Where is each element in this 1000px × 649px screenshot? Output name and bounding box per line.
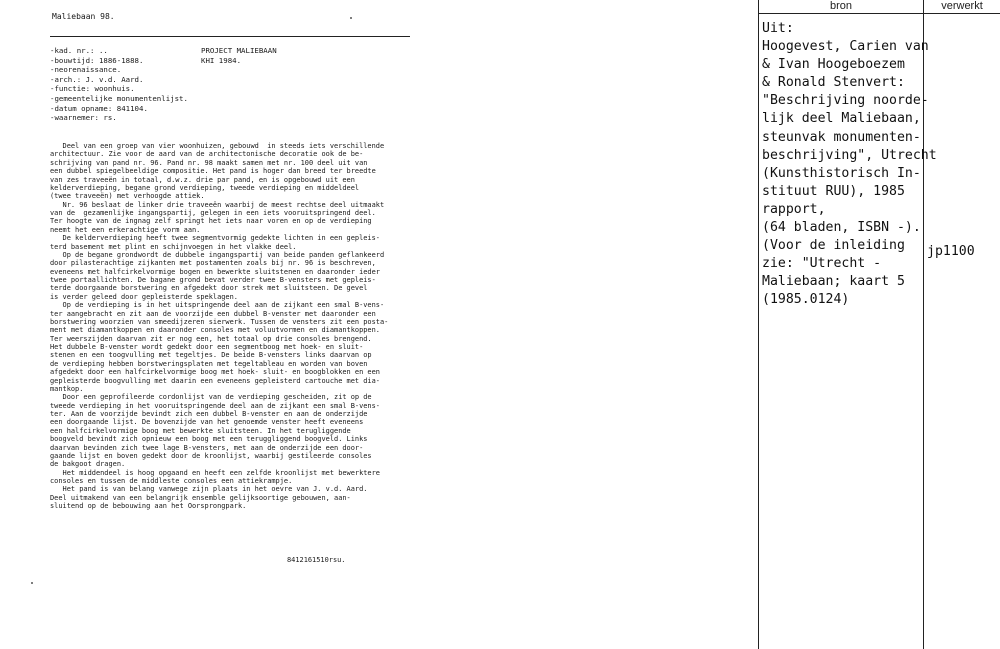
panel-divider-left xyxy=(758,0,759,649)
bron-line: (Voor de inleiding xyxy=(762,238,905,254)
body-line: gepleisterde boogvulling met daarin een eveneens gepleisterd cartouche met dia- xyxy=(50,376,380,385)
meta-line: -arch.: J. v.d. Aard. xyxy=(50,74,144,84)
body-line: Nr. 96 beslaat de linker drie traveeën waarbij de meest rechtse deel uitmaakt xyxy=(50,200,385,209)
body-line: sluitend op de bebouwing aan het Oorsprongpark. xyxy=(50,502,247,511)
body-line: Op de begane grondwordt de dubbele ingangspartij van beide panden geflankeerd xyxy=(50,250,385,259)
meta-line: -bouwtijd: 1886-1888. xyxy=(50,55,144,65)
description-body xyxy=(50,142,420,511)
bron-line: lijk deel Maliebaan, xyxy=(762,111,921,127)
bron-line: beschrijving", Utrecht xyxy=(762,147,937,163)
bron-line: "Beschrijving noorde- xyxy=(762,93,929,109)
body-line: Het middendeel is hoog opgaand en heeft een zelfde kroonlijst met bewerktere xyxy=(50,468,380,477)
body-line: De kelderverdieping heeft twee segmentvormig gedekte lichten in een gepleis- xyxy=(50,234,380,243)
project-line: PROJECT MALIEBAAN xyxy=(201,46,277,55)
body-line: Het pand is van belang vanwege zijn plaats in het oevre van J. v.d. Aard. xyxy=(50,485,368,494)
bron-line: steunvak monumenten- xyxy=(762,129,921,145)
body-line: Ter weerszijden daarvan zit er nog een, het totaal op drie consoles brengend. xyxy=(50,334,372,343)
body-line: ter. Aan de voorzijde bevindt zich een dubbel B-venster en aan de onderzijde xyxy=(50,410,368,418)
bron-line: rapport, xyxy=(762,201,826,217)
body-line: van zes traveeën in totaal, d.w.z. drie par pand, en is opgebouwd uit een xyxy=(50,175,355,184)
body-line: de verdieping hebben borstweringsplaten met tegeltableau en worden van boven xyxy=(50,359,368,368)
metadata-block xyxy=(50,46,188,123)
meta-line: -datum opname: 841104. xyxy=(50,103,148,113)
body-line: daarvan bevinden zich twee lage B-vensters, met aan de onderzijde een door- xyxy=(50,443,364,452)
body-line: consoles en tussen de middleste consoles een attiekrampje. xyxy=(50,477,293,485)
signature-code: 8412161510rsu. xyxy=(287,556,346,564)
body-line: terde doorgaande borstwering en afgedekt door strek met sluitsteen. De gevel xyxy=(50,284,368,293)
body-line: Door een geprofileerde cordonlijst van de verdieping gescheiden, zit op de xyxy=(50,393,372,402)
body-line: een doorgaande lijst. De bovenzijde van het genoemde venster heeft eveneens xyxy=(50,418,364,427)
meta-line: -neorenaissance. xyxy=(50,65,122,75)
body-line: de bakgoot dragen. xyxy=(50,460,126,469)
body-line: een halfcirkelvormige boog met bewerkte sluitsteen. In het terugliggende xyxy=(50,426,351,435)
bron-source-text xyxy=(762,20,937,310)
document-title: Maliebaan 98. xyxy=(52,12,115,21)
body-line: Op de verdieping is in het uitspringende deel aan de zijkant een smal B-vens- xyxy=(50,301,385,310)
body-line: boogveld bevindt zich opnieuw een boog met een teruggliggend boogveld. Links xyxy=(50,435,368,444)
meta-line: -waarnemer: rs. xyxy=(50,113,117,123)
verwerkt-code: jp1100 xyxy=(927,244,975,259)
meta-line: -functie: woonhuis. xyxy=(50,84,135,94)
bron-line: Maliebaan; kaart 5 xyxy=(762,274,905,290)
bron-line: stituut RUU), 1985 xyxy=(762,183,905,199)
scan-speck xyxy=(31,582,33,584)
body-line: door pilasterachtige zijkanten met postamenten zoals bij nr. 96 is beschreven, xyxy=(50,259,376,268)
body-line: ter aangebracht en zit aan de voorzijde een dubbel B-venster met daaronder een xyxy=(50,309,376,318)
body-line: tweede verdieping in het vooruitspringende deel aan de zijkant een smal B-vens- xyxy=(50,401,380,410)
bron-line: zie: "Utrecht - xyxy=(762,256,882,272)
body-line: Deel uitmakend van een belangrijk ensemble gelijksoortige gebouwen, aan- xyxy=(50,493,351,502)
body-line: gaande lijst en boven gedekt door de kroonlijst, waarbij gestileerde consoles xyxy=(50,451,372,460)
body-line: neemt het een erkerachtige vorm aan. xyxy=(50,225,201,234)
body-line: twee portaallichten. De bagane grond bevat verder twee B-vensters met gepleis- xyxy=(50,276,376,284)
bron-line: (64 bladen, ISBN -). xyxy=(762,220,921,236)
bron-line: Uit: xyxy=(762,21,794,36)
body-line: Het dubbele B-venster wordt gedekt door een segmentboog met hoek- en sluit- xyxy=(50,343,364,351)
body-line: afgedekt door een halfcirkelvormige boog met hoek- sluit- en boogblokken en een xyxy=(50,368,380,377)
body-line: kelderverdieping, begane grond verdieping, tweede verdieping en middeldeel xyxy=(50,183,360,192)
meta-line: -gemeentelijke monumentenlijst. xyxy=(50,93,188,103)
bron-line: (1985.0124) xyxy=(762,292,850,308)
body-line: mantkop. xyxy=(50,384,84,393)
bron-line: & Ronald Stenvert: xyxy=(762,75,905,91)
body-line: Ter hoogte van de ingnag zelf springt het iets naar voren en op de verdieping xyxy=(50,217,372,226)
header-rule xyxy=(758,13,1000,14)
body-line: van de gezamenlijke ingangspartij, gelegen in een iets vooruitspringend deel. xyxy=(50,209,376,217)
scan-speck xyxy=(350,17,352,19)
bron-line: (Kunsthistorisch In- xyxy=(762,165,921,181)
body-line: (twee traveeën) met verhoogde attiek. xyxy=(50,192,205,201)
body-line: Deel van een groep van vier woonhuizen, gebouwd in steeds iets verschillende xyxy=(50,142,385,150)
body-line: terd basement met plint en schijnvoegen in het vlakke deel. xyxy=(50,242,297,251)
verwerkt-header: verwerkt xyxy=(941,0,983,12)
body-line: architectuur. Zie voor de aard van de architectonische decoratie ook de be- xyxy=(50,150,364,159)
bron-line: & Ivan Hoogeboezem xyxy=(762,57,905,73)
body-line: is verder geleed door gepleisterde speklagen. xyxy=(50,292,238,301)
body-line: stenen en een toogvulling met tegeltjes. De beide B-vensters links daarvan op xyxy=(50,351,372,360)
body-line: borstwering woorzien van smeedijzeren sierwerk. Tussen de vensters zit een posta- xyxy=(50,317,389,326)
bron-header: bron xyxy=(829,0,853,12)
project-line: KHI 1984. xyxy=(201,55,242,65)
body-line: eveneens met halfcirkelvormige bogen en bewerkte sluitstenen en daaronder ieder xyxy=(50,267,380,276)
bron-line: Hoogevest, Carien van xyxy=(762,39,929,55)
body-line: een dubbel spiegelbeeldige compositie. Het pand is hoger dan breed ter breedte xyxy=(50,167,376,176)
project-block xyxy=(201,46,277,65)
body-line: schrijving van pand nr. 96. Pand nr. 98 maakt samen met nr. 100 deel uit van xyxy=(50,158,368,167)
meta-line: -kad. nr.: .. xyxy=(50,46,108,55)
body-line: ment met diamantkoppen en daaronder consoles met voluutvormen en diamantkoppen. xyxy=(50,326,380,335)
title-rule xyxy=(50,36,410,37)
